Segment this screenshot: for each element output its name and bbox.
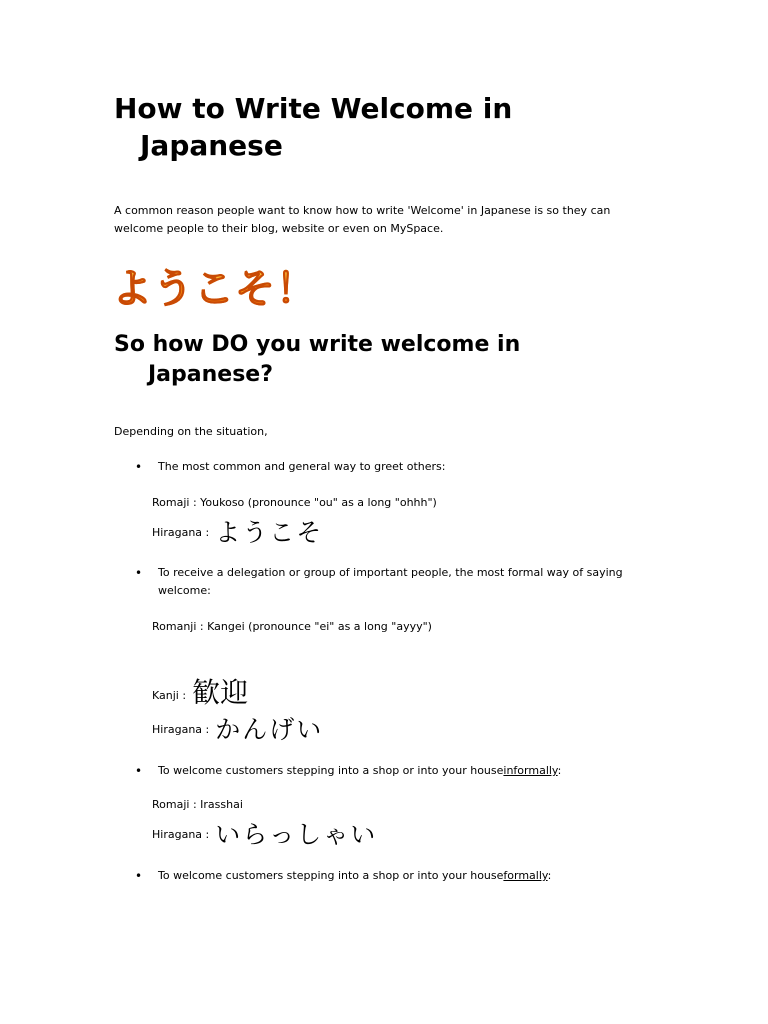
romaji-line: Romanji : Kangei (pronounce "ei" as a long "ayyy"): [152, 620, 432, 633]
hiragana-label: Hiragana :: [152, 828, 210, 841]
list-item-text: [158, 564, 655, 600]
kanji-label: Kanji :: [152, 689, 187, 702]
emphasis-formally: formally: [503, 869, 548, 882]
kanji-text: 歓迎: [192, 676, 249, 709]
intro-line-2: welcome people to their blog, website or even on MySpace.: [114, 222, 444, 235]
list-item-text: [158, 867, 655, 885]
hiragana-line: [152, 820, 377, 850]
section-heading-line-2: Japanese?: [148, 362, 273, 387]
intro-line-1: A common reason people want to know how to write 'Welcome' in Japanese is so they can: [114, 204, 611, 217]
romaji-line: Romaji : Youkoso (pronounce "ou" as a long "ohhh"): [152, 496, 437, 509]
intro-paragraph: [114, 202, 654, 238]
hiragana-line: [152, 715, 323, 745]
page-title-line-1: How to Write Welcome in: [114, 92, 513, 125]
section-heading: [114, 330, 674, 390]
page-title: [114, 90, 674, 164]
list-item-text-line-1: To receive a delegation or group of important people, the most formal way of saying: [158, 566, 623, 579]
hiragana-text: ようこそ: [215, 518, 324, 547]
hiragana-text: かんげい: [215, 715, 324, 744]
section-heading-line-1: So how DO you write welcome in: [114, 332, 521, 357]
bullet-marker: •: [135, 869, 143, 883]
bullet-marker: •: [135, 764, 143, 778]
list-item-text-suffix: :: [557, 764, 562, 777]
list-item-text-prefix: To welcome customers stepping into a shop or into your house: [158, 869, 504, 882]
youkoso-logo-image: ようこそ！: [112, 266, 317, 312]
lead-paragraph: Depending on the situation,: [114, 425, 268, 438]
list-item-text-prefix: To welcome customers stepping into a shop or into your house: [158, 764, 504, 777]
list-item-text-line-2: welcome:: [158, 584, 211, 597]
bullet-marker: •: [135, 460, 143, 474]
emphasis-informally: informally: [503, 764, 558, 777]
page-title-line-2: Japanese: [140, 129, 283, 162]
romaji-line: Romaji : Irasshai: [152, 798, 243, 811]
list-item-text: The most common and general way to greet others:: [158, 460, 446, 473]
hiragana-label: Hiragana :: [152, 526, 210, 539]
hiragana-line: [152, 518, 323, 548]
bullet-marker: •: [135, 566, 143, 580]
hiragana-label: Hiragana :: [152, 723, 210, 736]
list-item-text-suffix: :: [547, 869, 552, 882]
hiragana-text: いらっしゃい: [215, 820, 378, 849]
kanji-line: [152, 678, 248, 708]
list-item-text: [158, 762, 655, 780]
